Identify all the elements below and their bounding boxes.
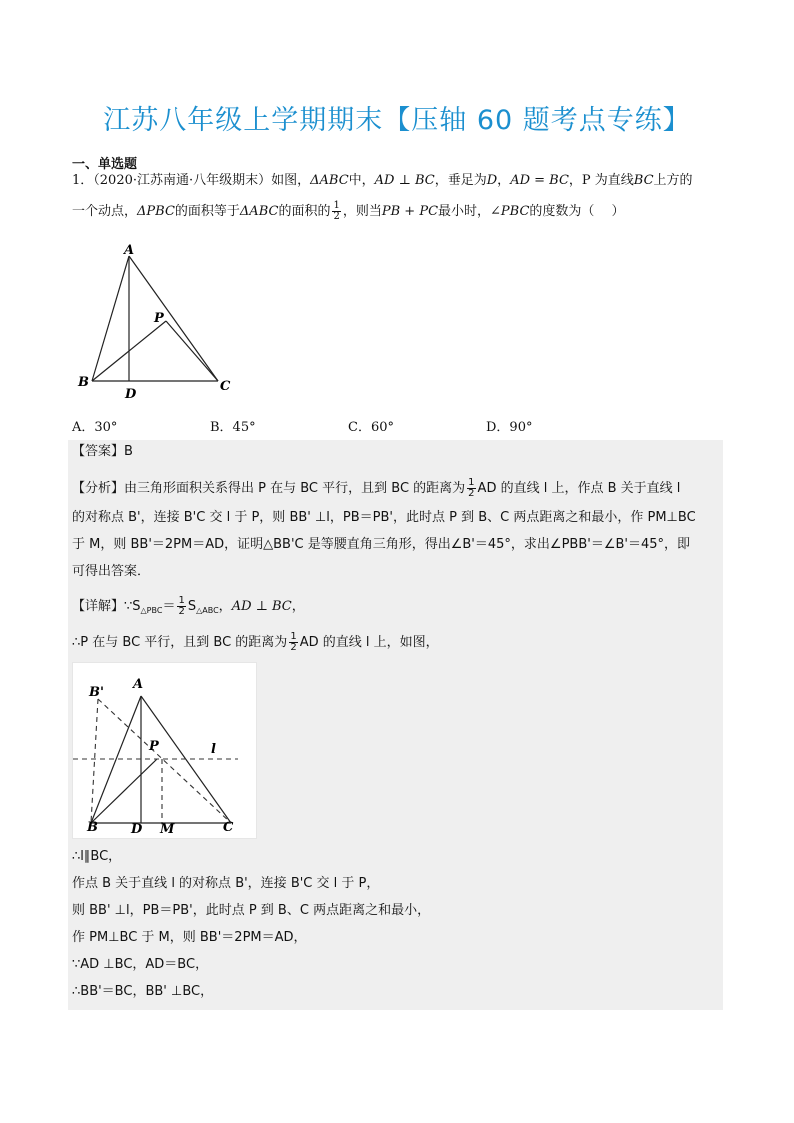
math-triangle: ΔABC [310,173,349,188]
question-text: 中， [348,173,375,188]
fraction-numerator: 1 [468,477,475,488]
detail-text: ＝ [162,599,176,614]
line-label-l: l [211,742,216,757]
answer-line: 【答案】B [72,444,133,459]
detail-text: S [187,599,197,614]
option-c[interactable]: C．60° [348,420,394,435]
point-label-c: C [220,379,231,394]
question-line-1 [72,172,693,190]
detail-line-7: ∵AD ⊥BC，AD＝BC， [72,957,209,972]
math-line: BC [633,173,654,188]
detail-text: ∴P 在与 BC 平行，且到 BC 的距离为 [72,635,288,650]
section-heading: 一、单选题 [72,157,138,172]
point-label-p: P [149,739,159,754]
question-text: ，P 为直线 [568,173,634,188]
math-triangle: ΔABC [239,204,279,219]
fraction-denominator: 2 [290,642,297,653]
question-text: ，垂足为 [434,173,487,188]
option-d[interactable]: D．90° [486,420,533,435]
question-text: 的面积的 [278,204,331,219]
point-label-m: M [160,822,175,837]
analysis-line-1 [72,478,680,499]
point-label-b-prime: B' [89,685,104,700]
page-title: 江苏八年级上学期期末【压轴 60 题考点专练】 [103,105,691,136]
fraction [332,201,340,222]
detail-line-4: 作点 B 关于直线 l 的对称点 B'，连接 B'C 交 l 于 P， [72,876,380,891]
fraction [177,596,185,617]
fraction-denominator: 2 [178,606,185,617]
math-point: D [486,173,498,188]
question-text: ，则当 [342,204,382,219]
subscript: △PBC [140,606,163,615]
point-label-p: P [154,311,164,326]
detail-text: AD 的直线 l 上，如图， [299,635,439,650]
fraction-denominator: 2 [468,488,475,499]
point-label-a: A [133,677,144,692]
detail-text: 【详解】∵S [72,599,141,614]
detail-text: ， [291,599,305,614]
fraction-numerator: 1 [178,595,185,606]
detail-line-6: 作 PM⊥BC 于 M，则 BB'＝2PM＝AD， [72,930,307,945]
question-text: 最小时， [438,204,491,219]
detail-line-2 [72,632,439,653]
point-label-a: A [124,243,135,258]
analysis-text: AD 的直线 l 上，作点 B 关于直线 l [477,481,681,496]
triangle-figure-2 [72,662,257,839]
math-perpendicular: AD ⊥ BC [231,599,292,614]
fraction-denominator: 2 [333,211,340,222]
question-text: 上方的 [653,173,693,188]
math-triangle: ΔPBC [137,204,175,219]
detail-text: ， [218,599,232,614]
option-a[interactable]: A．30° [72,420,118,435]
question-line-2 [72,201,625,222]
detail-line-1 [72,596,305,620]
math-equation: AD = BC [510,173,569,188]
question-text: 的度数为（ ） [529,204,625,219]
fraction-numerator: 1 [333,200,340,211]
detail-line-5: 则 BB' ⊥l，PB＝PB'，此时点 P 到 B、C 两点距离之和最小， [72,903,431,918]
point-label-b: B [78,375,89,390]
analysis-line-4: 可得出答案． [72,564,151,579]
question-text: 一个动点， [72,204,138,219]
question-text: 1．（2020·江苏南通·八年级期末）如图， [72,173,311,188]
fraction-numerator: 1 [290,631,297,642]
analysis-text: 【分析】由三角形面积关系得出 P 在与 BC 平行，且到 BC 的距离为 [72,481,466,496]
option-b[interactable]: B．45° [210,420,256,435]
detail-line-3: ∴l∥BC， [72,849,122,864]
question-text: 的面积等于 [174,204,240,219]
fraction [467,478,475,499]
point-label-b: B [87,820,98,835]
point-label-c: C [223,820,234,835]
detail-line-8: ∴BB'＝BC，BB' ⊥BC， [72,984,214,999]
fraction [289,632,297,653]
subscript: △ABC [196,606,219,615]
point-label-d: D [131,822,143,837]
question-text: ， [497,173,511,188]
math-perpendicular: AD ⊥ BC [374,173,435,188]
analysis-line-2: 的对称点 B'，连接 B'C 交 l 于 P，则 BB' ⊥l，PB＝PB'，此时点 P 到 B、C 两点距离之和最小，作 PM⊥BC [72,510,696,525]
math-expression: PB + PC [381,204,439,219]
point-label-d: D [125,387,137,402]
analysis-line-3: 于 M，则 BB'＝2PM＝AD，证明△BB'C 是等腰直角三角形，得出∠B'＝45°，求出∠PBB'＝∠B'＝45°，即 [72,537,691,552]
triangle-figure-1 [72,238,242,407]
math-angle: ∠PBC [490,204,530,219]
